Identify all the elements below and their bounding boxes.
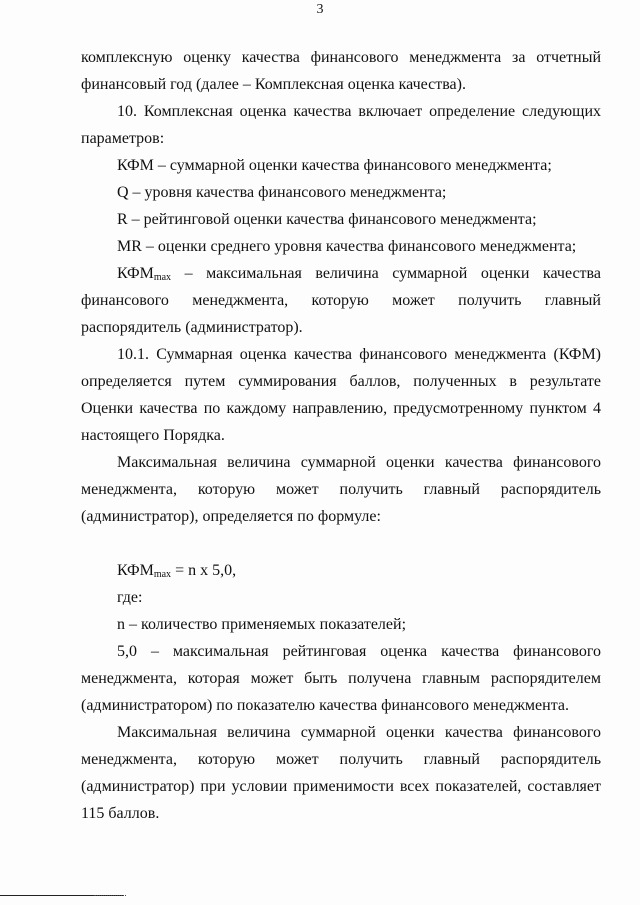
document-body xyxy=(81,44,601,827)
formula-text: = n x 5,0, xyxy=(171,562,237,579)
paragraph: Максимальная величина суммарной оценки качества финансового менеджмента, которую может получить главный распорядитель (администратор), определяется по формуле: xyxy=(81,454,601,525)
paragraph: Максимальная величина суммарной оценки качества финансового менеджмента, которую может получить главный распорядитель (администратор) при условии применимости всех показателей, составляет 115 баллов. xyxy=(81,724,601,822)
paragraph: комплексную оценку качества финансового менеджмента за отчетный финансовый год (далее – Комплексная оценка качества). xyxy=(81,49,601,93)
paragraph: где: xyxy=(117,589,143,606)
paragraph-text: – максимальная величина суммарной оценки качества финансового менеджмента, которую может получить главный распорядитель (администратор). xyxy=(81,265,601,336)
blank-line xyxy=(81,530,601,557)
paragraph: 10. Комплексная оценка качества включает определение следующих параметров: xyxy=(81,103,601,147)
list-item: КФМ – суммарной оценки качества финансового менеджмента; xyxy=(117,157,552,174)
kfm-symbol: КФМ xyxy=(117,562,154,579)
list-item: n – количество применяемых показателей; xyxy=(117,616,407,633)
max-subscript: max xyxy=(153,569,172,580)
list-item: MR – оценки среднего уровня качества финансового менеджмента; xyxy=(117,238,577,255)
list-item xyxy=(81,260,601,341)
list-item: Q – уровня качества финансового менеджмента; xyxy=(117,184,447,201)
max-subscript: max xyxy=(153,272,172,283)
list-item: 5,0 – максимальная рейтинговая оценка качества финансового менеджмента, которая может быть получена главным распорядителем (администратором) по показателю качества финансового менеджмента. xyxy=(81,643,601,714)
list-item: R – рейтинговой оценки качества финансового менеджмента; xyxy=(117,211,537,228)
footer-divider-dotted xyxy=(94,895,126,896)
page-number: 3 xyxy=(316,2,324,17)
kfm-symbol: КФМ xyxy=(117,265,154,282)
paragraph: 10.1. Суммарная оценка качества финансового менеджмента (КФМ) определяется путем суммирования баллов, полученных в результате Оценки качества по каждому направлению, предусмотренному пунктом 4 настоящего Порядка. xyxy=(81,346,601,444)
formula xyxy=(81,557,601,584)
